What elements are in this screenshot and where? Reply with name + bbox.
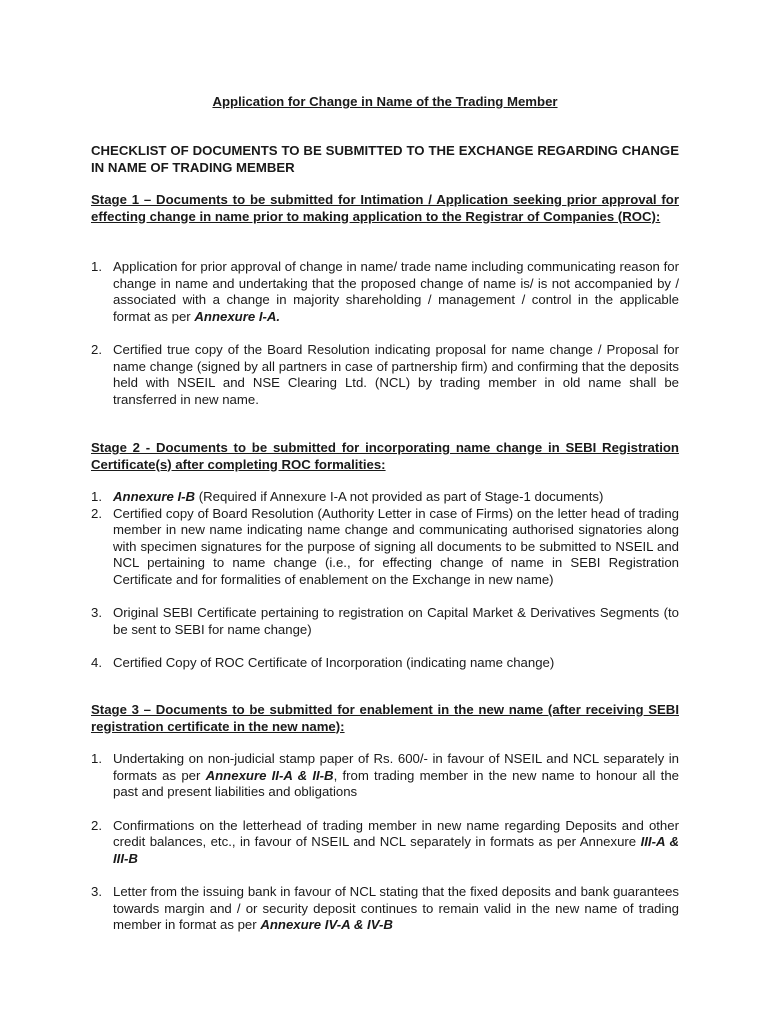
checklist-heading: CHECKLIST OF DOCUMENTS TO BE SUBMITTED TO THE EXCHANGE REGARDING CHANGE IN NAME OF TRADING MEMBER (91, 143, 679, 175)
annexure-ref: Annexure I-B (113, 489, 196, 504)
list-item (91, 605, 679, 638)
list-item (91, 818, 679, 868)
list-number: 3. (91, 884, 102, 899)
stage-1-heading: Stage 1 – Documents to be submitted for Intimation / Application seeking prior approval for effecting change in name prior to making application to the Registrar of Companies (ROC): (91, 192, 679, 224)
item-text: Undertaking on non-judicial stamp paper of Rs. 600/- in favour of NSEIL and NCL separately in formats as per (113, 751, 679, 783)
item-text: Application for prior approval of change in name/ trade name including communicating reason for change in name and undertaking that the proposed change of name is/ is not accompanied by / associated with a change in majority shareholding / management / control in the applicable format as per (113, 259, 679, 324)
list-number: 2. (91, 817, 102, 833)
item-text: Original SEBI Certificate pertaining to registration on Capital Market & Derivatives Segments (to be sent to SEBI for name change) (113, 605, 679, 637)
item-text: Letter from the issuing bank in favour of NCL stating that the fixed deposits and bank guarantees towards margin and / or security deposit continues to remain valid in the new name of trading member in format as per (113, 884, 679, 932)
item-text: , from trading member in the new name to honour all the past and present liabilities and obligations (113, 767, 679, 799)
page-title: Application for Change in Name of the Trading Member (212, 94, 558, 109)
stage-3-list (91, 751, 679, 934)
item-text: Certified true copy of the Board Resolution indicating proposal for name change / Proposal for name change (signed by all partners in case of partnership firm) and confirming that the deposits held with NSEIL and NSE Clearing Ltd. (NCL) by trading member in old name shall be transferred in new name. (113, 342, 679, 407)
stage-3-heading: Stage 3 – Documents to be submitted for enablement in the new name (after receiving SEBI registration certificate in the new name): (91, 702, 679, 734)
list-item (91, 259, 679, 325)
list-item (91, 489, 679, 506)
stage-1-list (91, 259, 679, 408)
list-item (91, 751, 679, 801)
item-text: Confirmations on the letterhead of trading member in new name regarding Deposits and other credit balances, etc., in favour of NSEIL and NCL separately in formats as per Annexure (113, 817, 679, 849)
list-item (91, 342, 679, 408)
item-text: Certified copy of Board Resolution (Authority Letter in case of Firms) on the letter head of trading member in new name indicating name change and communicating authorised signatories along with specimen signatures for the purpose of signing all documents to be submitted to NSEIL and NCL pertaining to name change (i.e., for effecting change of name in SEBI Registration Certificate and for formalities of enablement on the Exchange in new name) (113, 505, 679, 587)
list-item (91, 884, 679, 934)
stage-2-list (91, 489, 679, 672)
list-number: 2. (91, 505, 102, 521)
annexure-ref: Annexure IV-A & IV-B (260, 917, 393, 932)
item-text: (Required if Annexure I-A not provided as part of Stage-1 documents) (195, 489, 604, 504)
annexure-ref: III-A & III-B (113, 834, 679, 866)
list-number: 4. (91, 655, 102, 670)
list-number: 3. (91, 605, 102, 620)
item-text: Certified Copy of ROC Certificate of Incorporation (indicating name change) (113, 655, 555, 670)
list-number: 1. (91, 259, 102, 274)
annexure-ref: Annexure I-A. (194, 308, 281, 324)
stage-2-heading: Stage 2 - Documents to be submitted for incorporating name change in SEBI Registration Certificate(s) after completing ROC formalities: (91, 440, 679, 472)
list-number: 2. (91, 342, 102, 357)
list-number: 1. (91, 751, 102, 766)
annexure-ref: Annexure II-A & II-B (205, 767, 334, 783)
list-item (91, 506, 679, 589)
list-number: 1. (91, 489, 102, 504)
list-item (91, 655, 679, 672)
